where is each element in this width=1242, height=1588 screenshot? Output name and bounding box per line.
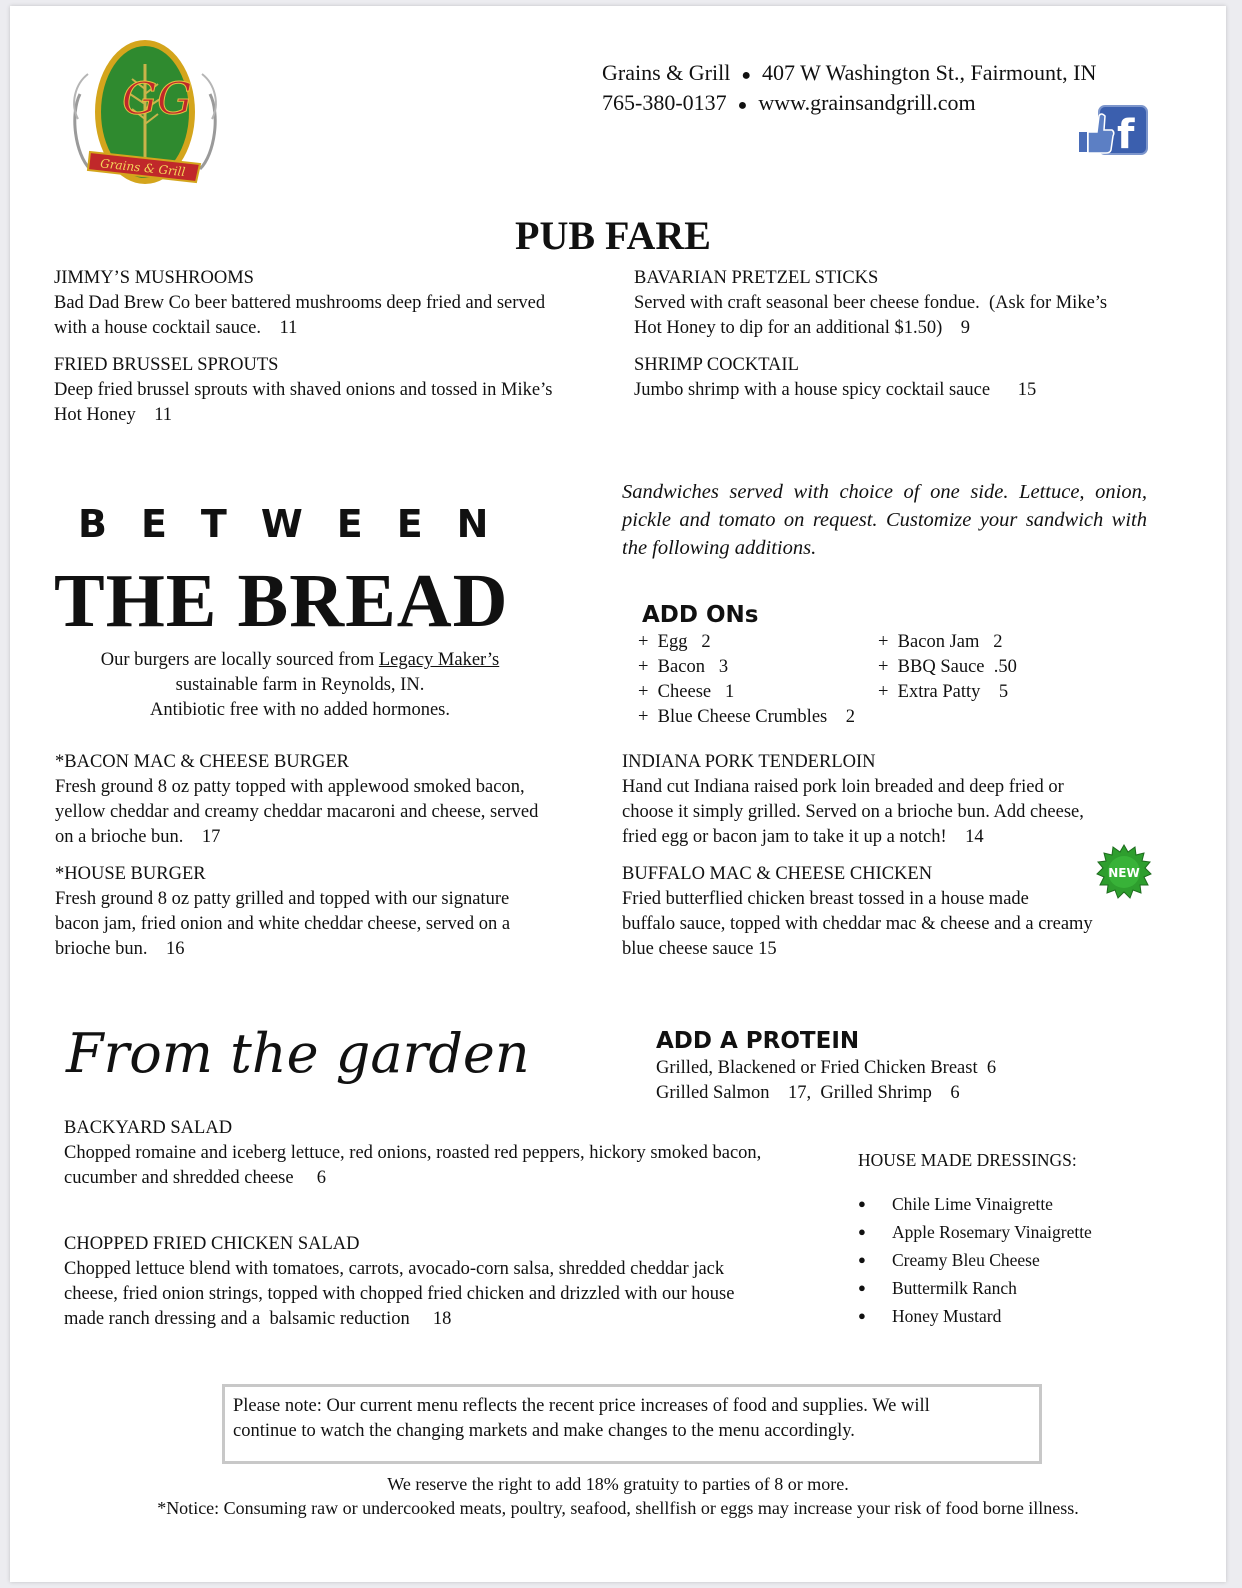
item-description: on a brioche bun. 17 [55,827,221,847]
addons-right-list [878,630,1017,705]
item-name: SHRIMP COCKTAIL [634,355,799,375]
facebook-like-icon[interactable] [1079,104,1149,156]
item-description: Hot Honey to dip for an additional $1.50) 9 [634,318,971,338]
dressing-item: ● Creamy Bleu Cheese [858,1246,1092,1274]
svg-text:NEW: NEW [1108,866,1140,880]
food-safety-notice: *Notice: Consuming raw or undercooked meats, poultry, seafood, shellfish or eggs may increase your risk of food borne illness. [157,1498,1079,1518]
menu-page [10,6,1226,1582]
gratuity-note: We reserve the right to add 18% gratuity to parties of 8 or more. [387,1474,849,1494]
item-description: Fresh ground 8 oz patty topped with applewood smoked bacon, [55,777,525,797]
dressings-list [858,1190,1092,1330]
bullet: ● [741,67,751,84]
menu-item [54,353,614,428]
header-line-1 [602,58,1096,91]
item-description: bacon jam, fried onion and white cheddar cheese, served on a [55,914,511,934]
item-description: choose it simply grilled. Served on a brioche bun. Add cheese, [622,802,1084,822]
item-description: brioche bun. 16 [55,939,185,959]
dressing-item: ● Chile Lime Vinaigrette [858,1190,1092,1218]
item-name: *BACON MAC & CHEESE BURGER [55,752,349,772]
dressing-item: ● Buttermilk Ranch [858,1274,1092,1302]
svg-text:GG: GG [122,74,193,125]
menu-item [622,750,1182,850]
svg-text:f: f [1117,112,1135,156]
menu-item [55,750,615,850]
protein-line: Grilled, Blackened or Fried Chicken Breast 6 [656,1058,997,1078]
item-name: BACKYARD SALAD [64,1118,233,1138]
menu-item [634,353,1194,403]
item-description: Jumbo shrimp with a house spicy cocktail sauce 15 [634,380,1037,400]
addon-item: + Cheese 1 [638,682,735,702]
item-name: INDIANA PORK TENDERLOIN [622,752,876,772]
new-badge-icon [1096,844,1152,900]
intro-text: Antibiotic free with no added hormones. [149,700,451,720]
item-description: cucumber and shredded cheese 6 [64,1168,326,1188]
intro-text: sustainable farm in Reynolds, IN. [175,675,425,695]
item-description: Fresh ground 8 oz patty grilled and topped with our signature [55,889,510,909]
item-description: Hand cut Indiana raised pork loin breaded and deep fried or [622,777,1064,797]
addon-item: + Egg 2 [638,632,711,652]
grains-and-grill-logo [70,34,220,204]
addon-item: + Bacon 3 [638,657,729,677]
item-description: Deep fried brussel sprouts with shaved onions and tossed in Mike’s [54,380,553,400]
item-description: Chopped romaine and iceberg lettuce, red onions, roasted red peppers, hickory smoked bacon, [64,1143,762,1163]
item-description: fried egg or bacon jam to take it up a notch! 14 [622,827,984,847]
notice-line: continue to watch the changing markets and make changes to the menu accordingly. [233,1421,855,1441]
menu-item [64,1116,844,1191]
item-description: Fried butterflied chicken breast tossed in a house made [622,889,1029,909]
item-description: Served with craft seasonal beer cheese fondue. (Ask for Mike’s [634,293,1108,313]
address: 407 W Washington St., Fairmount, IN [762,60,1097,85]
between-heading: BETWEEN [78,502,523,546]
header-line-2 [602,88,976,121]
pub-fare-title: PUB FARE [515,213,711,258]
dressing-item: ● Honey Mustard [858,1302,1092,1330]
from-the-garden-heading: From the garden [66,1022,530,1085]
protein-line: Grilled Salmon 17, Grilled Shrimp 6 [656,1083,960,1103]
dressing-item: ● Apple Rosemary Vinaigrette [858,1218,1092,1246]
menu-item [55,862,615,962]
svg-text:Grains & Grill: Grains & Grill [99,156,186,180]
menu-item [634,266,1194,341]
addons-left-list [638,630,855,730]
item-description: with a house cocktail sauce. 11 [54,318,298,338]
restaurant-name: Grains & Grill [602,60,731,85]
item-name: *HOUSE BURGER [55,864,206,884]
addon-item: + Extra Patty 5 [878,682,1009,702]
bullet: ● [737,97,748,114]
item-description: yellow cheddar and creamy cheddar macaroni and cheese, served [55,802,539,822]
item-description: Chopped lettuce blend with tomatoes, carrots, avocado-corn salsa, shredded cheddar jack [64,1259,725,1279]
item-name: BUFFALO MAC & CHEESE CHICKEN [622,864,933,884]
item-name: BAVARIAN PRETZEL STICKS [634,268,879,288]
addons-title: ADD ONs [642,602,759,628]
protein-options [656,1056,996,1106]
item-name: FRIED BRUSSEL SPROUTS [54,355,279,375]
add-protein-title: ADD A PROTEIN [656,1028,860,1054]
sandwich-note: Sandwiches served with choice of one side. Lettuce, onion, pickle and tomato on request. Customize your sandwich with the following additions. [622,481,1147,559]
burger-sourcing-note [50,648,550,723]
item-description: cheese, fried onion strings, topped with chopped fried chicken and drizzled with our house [64,1284,735,1304]
item-description: blue cheese sauce 15 [622,939,777,959]
item-description: made ranch dressing and a balsamic reduction 18 [64,1309,452,1329]
the-bread-heading: THE BREAD [54,559,509,643]
notice-line: Please note: Our current menu reflects the recent price increases of food and supplies. We will [233,1396,930,1416]
website-link[interactable]: www.grainsandgrill.com [758,90,976,115]
legacy-makers-link[interactable]: Legacy Maker’s [378,650,500,670]
menu-item [54,266,614,341]
item-description: Bad Dad Brew Co beer battered mushrooms deep fried and served [54,293,546,313]
addon-item: + Blue Cheese Crumbles 2 [638,707,855,727]
item-description: buffalo sauce, topped with cheddar mac & cheese and a creamy [622,914,1093,934]
item-name: CHOPPED FRIED CHICKEN SALAD [64,1234,360,1254]
item-description: Hot Honey 11 [54,405,173,425]
phone-number: 765-380-0137 [602,90,727,115]
price-increase-notice [222,1384,1042,1464]
intro-text: Our burgers are locally sourced from [100,650,379,670]
addon-item: + BBQ Sauce .50 [878,657,1017,677]
dressings-title: HOUSE MADE DRESSINGS: [858,1150,1077,1170]
addon-item: + Bacon Jam 2 [878,632,1003,652]
menu-item [64,1232,844,1332]
item-name: JIMMY’S MUSHROOMS [54,268,254,288]
